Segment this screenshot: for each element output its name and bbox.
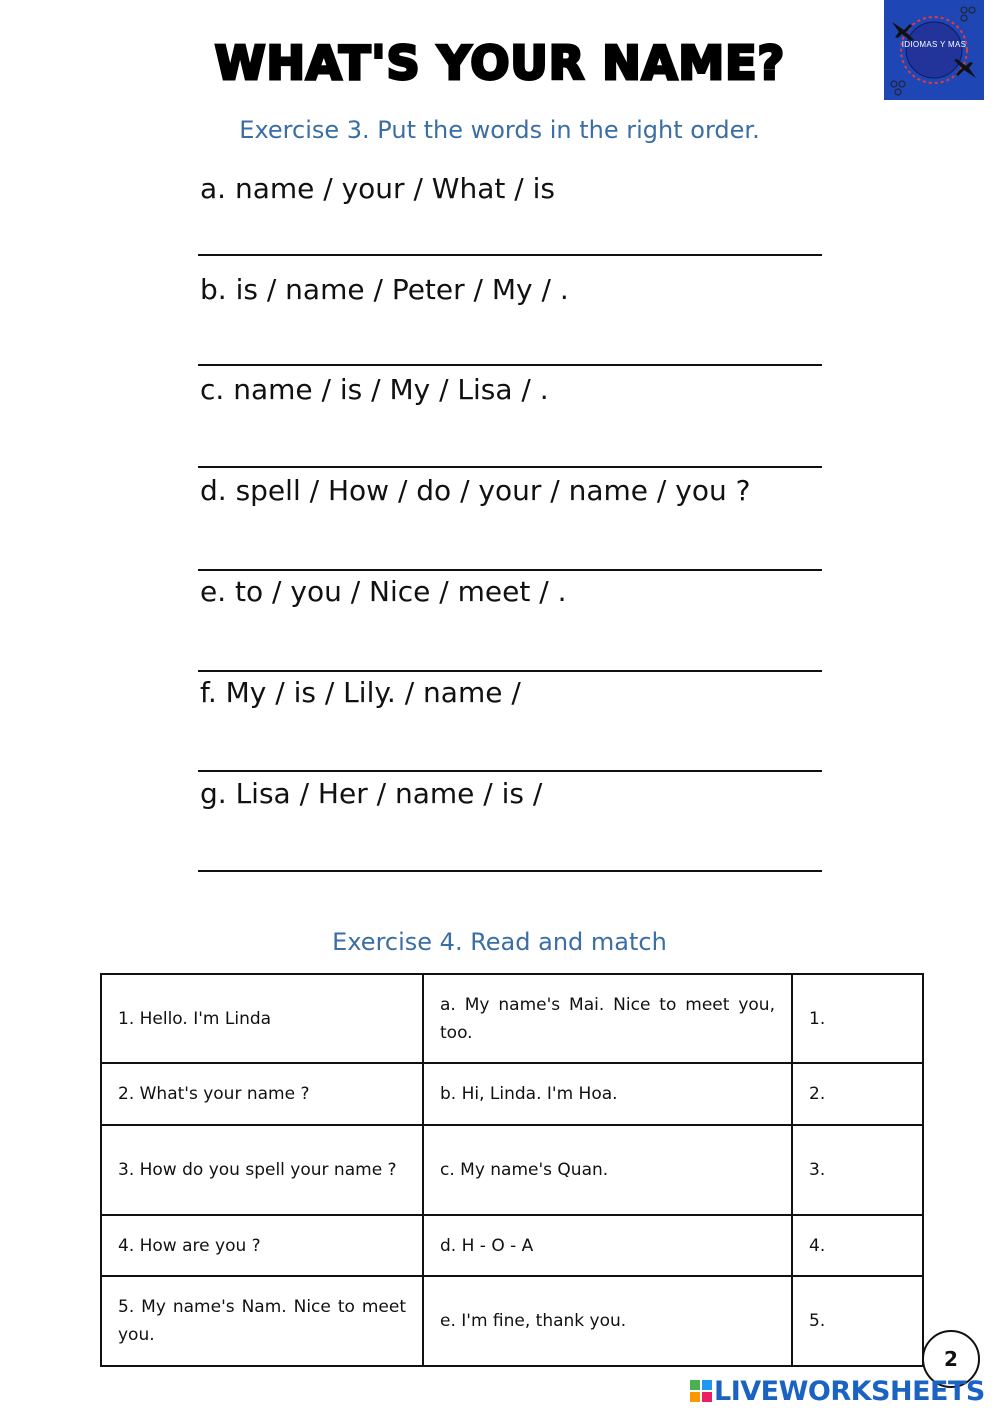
answer-line-d[interactable] [198,569,822,571]
question-cell: 2. What's your name ? [101,1063,423,1125]
question-cell: 4. How are you ? [101,1215,423,1276]
page-title: WHAT'S YOUR NAME? [214,36,786,90]
answer-line-a[interactable] [198,254,822,256]
table-row [101,1063,923,1125]
response-cell: d. H - O - A [423,1215,792,1276]
airplane-logo-icon [884,0,984,100]
response-cell: b. Hi, Linda. I'm Hoa. [423,1063,792,1125]
scramble-item-d: d. spell / How / do / your / name / you ? [200,474,751,507]
scramble-item-f: f. My / is / Lily. / name / [200,676,521,709]
answer-cell[interactable]: 2. [792,1063,923,1125]
answer-line-b[interactable] [198,364,822,366]
table-row [101,1125,923,1215]
scramble-item-b: b. is / name / Peter / My / . [200,273,569,306]
answer-cell[interactable]: 3. [792,1125,923,1215]
answer-line-f[interactable] [198,770,822,772]
logo-text: IDIOMAS Y MAS [901,40,967,49]
exercise-3-heading: Exercise 3. Put the words in the right order. [239,116,760,144]
liveworksheets-brand[interactable] [690,1374,985,1408]
response-cell: c. My name's Quan. [423,1125,792,1215]
brand-logo [884,0,984,100]
question-cell: 3. How do you spell your name ? [101,1125,423,1215]
question-cell: 5. My name's Nam. Nice to meet you. [101,1276,423,1366]
question-cell: 1. Hello. I'm Linda [101,974,423,1063]
exercise-4-heading: Exercise 4. Read and match [332,928,667,956]
scramble-item-a: a. name / your / What / is [200,172,555,205]
answer-line-e[interactable] [198,670,822,672]
table-row [101,1215,923,1276]
page-number: 2 [922,1330,980,1388]
answer-cell[interactable]: 1. [792,974,923,1063]
scramble-item-e: e. to / you / Nice / meet / . [200,575,567,608]
answer-cell[interactable]: 4. [792,1215,923,1276]
liveworksheets-logo-icon [690,1380,712,1402]
answer-cell[interactable]: 5. [792,1276,923,1366]
liveworksheets-text: LIVEWORKSHEETS [714,1375,985,1407]
scramble-item-c: c. name / is / My / Lisa / . [200,373,549,406]
response-cell: a. My name's Mai. Nice to meet you, too. [423,974,792,1063]
table-row [101,1276,923,1366]
answer-line-g[interactable] [198,870,822,872]
scramble-item-g: g. Lisa / Her / name / is / [200,777,543,810]
response-cell: e. I'm fine, thank you. [423,1276,792,1366]
match-table [100,973,924,1367]
answer-line-c[interactable] [198,466,822,468]
table-row [101,974,923,1063]
